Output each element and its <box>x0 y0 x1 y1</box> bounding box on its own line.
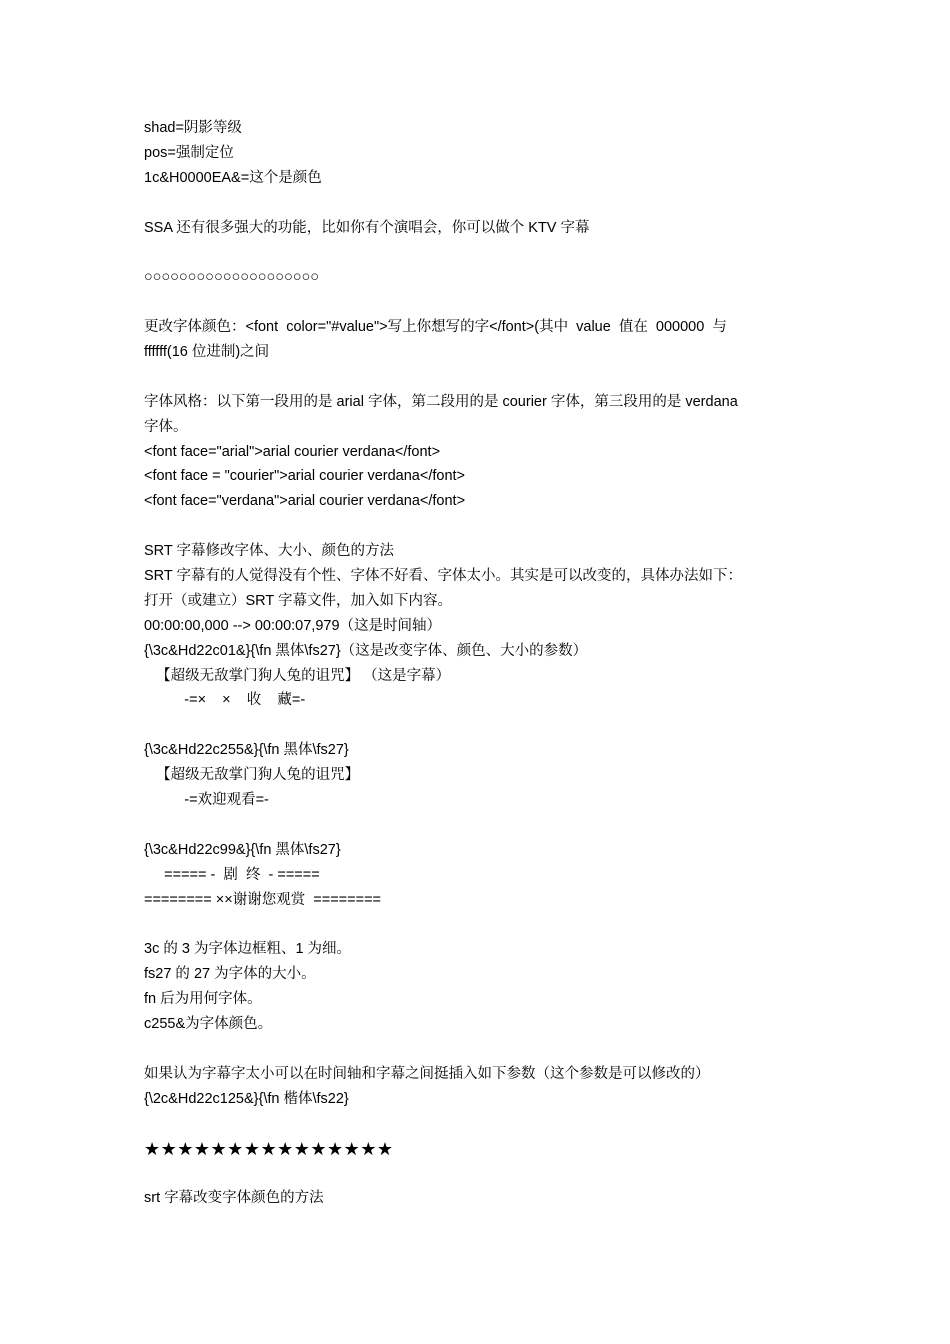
insert-note: 如果认为字幕字太小可以在时间轴和字幕之间挺插入如下参数（这个参数是可以修改的） <box>144 1065 710 1082</box>
blank-line <box>144 290 808 315</box>
font-style-line: 字体风格：以下第一段用的是 arial 字体，第二段用的是 courier 字体，第三段用的是 verdana <box>144 393 738 410</box>
explanation-line: c255&为字体颜色。 <box>144 1016 273 1033</box>
srt-heading: SRT 字幕修改字体、大小、颜色的方法 <box>144 543 395 560</box>
timeline-line: 00:00:00,000 --> 00:00:07,979（这是时间轴） <box>144 617 442 634</box>
blank-line <box>144 1037 808 1062</box>
blank-line <box>144 1112 808 1137</box>
text-line: shad=阴影等级 <box>144 120 242 136</box>
font-style-line: 字体。 <box>144 418 188 435</box>
blank-line <box>144 713 808 738</box>
ssa-note: SSA 还有很多强大的功能，比如你有个演唱会，你可以做个 KTV 字幕 <box>144 219 590 236</box>
subtitle-line: 【超级无敌掌门狗人兔的诅咒】 （这是字幕） <box>144 667 451 684</box>
param-line: {\2c&Hd22c125&}{\fn 楷体\fs22} <box>144 1090 349 1107</box>
text-line: 打开（或建立）SRT 字幕文件，加入如下内容。 <box>144 592 453 609</box>
star-divider: ★★★★★★★★★★★★★★★ <box>144 1138 394 1159</box>
blank-line <box>144 913 808 938</box>
param-line: {\3c&Hd22c99&}{\fn 黑体\fs27} <box>144 841 341 858</box>
font-example: <font face="verdana">arial courier verdana</font> <box>144 493 466 510</box>
font-color-line: ffffff(16 位进制)之间 <box>144 344 270 361</box>
param-line: {\3c&Hd22c01&}{\fn 黑体\fs27}（这是改变字体、颜色、大小的参数） <box>144 642 588 659</box>
font-color-line: 更改字体颜色：<font color="#value">写上你想写的字</font>(其中 value 值在 000000 与 <box>144 319 727 336</box>
subtitle-line: 【超级无敌掌门狗人兔的诅咒】 <box>144 767 360 784</box>
param-line: {\3c&Hd22c255&}{\fn 黑体\fs27} <box>144 742 349 759</box>
font-example: <font face="arial">arial courier verdana</font> <box>144 443 441 460</box>
explanation-line: fn 后为用何字体。 <box>144 991 262 1008</box>
text-line: 1c&H0000EA&=这个是颜色 <box>144 169 322 186</box>
subtitle-line: ===== - 剧 终 - ===== <box>144 866 320 883</box>
subtitle-line: -=欢迎观看=- <box>144 792 269 809</box>
text-line: SRT 字幕有的人觉得没有个性、字体不好看、字体太小。其实是可以改变的，具体办法如下： <box>144 568 743 585</box>
blank-line <box>144 240 808 265</box>
blank-line <box>144 813 808 838</box>
explanation-line: 3c 的 3 为字体边框粗、1 为细。 <box>144 941 352 958</box>
final-heading: srt 字幕改变字体颜色的方法 <box>144 1190 324 1207</box>
font-example: <font face = "courier">arial courier verdana</font> <box>144 468 466 485</box>
subtitle-line: ======== ××谢谢您观赏 ======== <box>144 891 382 908</box>
blank-line <box>144 1161 808 1186</box>
subtitle-line: -=× × 收 藏=- <box>144 692 306 709</box>
blank-line <box>144 365 808 390</box>
blank-line <box>144 191 808 216</box>
blank-line <box>144 514 808 539</box>
circle-divider: ○○○○○○○○○○○○○○○○○○○○ <box>144 269 320 286</box>
text-line: pos=强制定位 <box>144 144 234 161</box>
explanation-line: fs27 的 27 为字体的大小。 <box>144 966 316 983</box>
document-page <box>144 116 808 1211</box>
